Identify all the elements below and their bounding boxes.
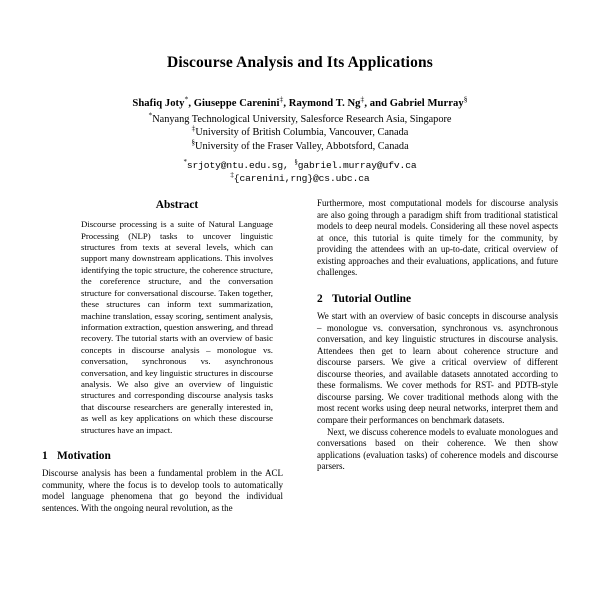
section-1-title: Motivation [57, 449, 111, 462]
affiliation-1 [0, 110, 600, 127]
email-line-2 [0, 172, 600, 186]
email-address-3[interactable]: {carenini,rng}@cs.ubc.ca [233, 173, 370, 185]
email-address-2[interactable]: gabriel.murray@ufv.ca [297, 159, 417, 171]
section-2-paragraph-1: We start with an overview of basic concepts in discourse analysis – monologue vs. conversation, synchronous vs. asynchronous conversation, and key linguistic structures in discourse analysis. Attendees then get to learn about coherence structure and discourse parsers. We give a critical overview of different discourse theories, and available datasets annotated according to these formalisms. We cover methods for RST- and PDTB-style discourse parsing. We cover traditional methods along with the most recent works using deep neural networks, interpret them and compare their performances on benchmark datasets. [317, 311, 558, 425]
section-2-paragraph-2: Next, we discuss coherence models to evaluate monologues and conversations based on their coherence. We then show applications (evaluation tasks) of coherence models and discourse parsers. [317, 426, 558, 472]
abstract-section [81, 198, 273, 436]
author-marker-1: * [184, 94, 189, 104]
section-spacer-right [317, 279, 558, 292]
email-marker-1a: * [183, 158, 187, 166]
affiliation-marker-1: * [148, 110, 153, 120]
email-list [0, 159, 600, 186]
email-address-1[interactable]: srjoty@ntu.edu.sg, [186, 159, 289, 171]
author-marker-3: ‡ [360, 94, 365, 104]
author-name-2: Giuseppe Carenini [193, 97, 280, 109]
section-motivation [42, 449, 283, 514]
author-name-3: Raymond T. Ng [288, 97, 361, 109]
title-block [0, 0, 600, 186]
section-2-number: 2 [317, 292, 323, 305]
author-list: Shafiq Joty*, Giuseppe Carenini‡, Raymond T. Ng‡, and Gabriel Murray§ [132, 94, 468, 109]
affiliation-text-2: University of British Columbia, Vancouver, Canada [195, 127, 409, 139]
author-marker-2: ‡ [279, 94, 284, 104]
email-marker-1b: § [294, 158, 298, 166]
abstract-heading: Abstract [155, 199, 199, 211]
continued-paragraph: Furthermore, most computational models for discourse analysis are also going through a paradigm shift from traditional statistical models to deep neural models. Considering all these novel aspects at once, this tutorial is quite timely for the community, by providing the attendees with an up-to-date, critical overview of existing approaches and their evaluations, applications, and future challenges. [317, 198, 558, 278]
affiliation-list [0, 110, 600, 154]
section-tutorial-outline [317, 292, 558, 473]
section-1-number: 1 [42, 449, 48, 462]
author-marker-4: § [463, 94, 468, 104]
section-1-heading [42, 449, 283, 463]
affiliation-text-3: University of the Fraser Valley, Abbotsford, Canada [195, 140, 409, 152]
section-spacer [42, 436, 283, 449]
author-name-1: Shafiq Joty [132, 97, 185, 109]
affiliation-2 [0, 123, 600, 140]
section-2-heading [317, 292, 558, 306]
two-column-body [0, 198, 600, 514]
left-column [42, 198, 283, 514]
abstract-paragraph: Discourse processing is a suite of Natural Language Processing (NLP) tasks to uncover linguistic structures from texts at several levels, which can support many downstream applications. This involves identifying the topic structure, the coherence structure, the coreference structure, and the conversation structure for conversational discourse. Taken together, these structures can inform text summarization, machine translation, essay scoring, sentiment analysis, information extraction, question answering, and thread recovery. The tutorial starts with an overview of basic concepts in discourse analysis – monologue vs. conversation, synchronous vs. asynchronous conversation, and key linguistic structures in discourse analysis. We also give an overview of linguistic structures and corresponding discourse analysis tasks that discourse researchers are generally interested in, as well as key applications on which these discourse structures have an impact. [81, 219, 273, 435]
affiliation-3 [0, 137, 600, 154]
page-title: Discourse Analysis and Its Applications [167, 54, 433, 71]
right-column [317, 198, 558, 514]
section-1-paragraph-1: Discourse analysis has been a fundamental problem in the ACL community, where the focus is to develop tools to automatically model language phenomena that go beyond the individual sentences. With the ongoing neural revolution, as the [42, 468, 283, 513]
affiliation-marker-2: ‡ [191, 123, 196, 133]
email-line-1 [0, 159, 600, 173]
email-marker-2a: ‡ [230, 171, 234, 179]
affiliation-marker-3: § [191, 137, 196, 147]
section-2-title: Tutorial Outline [332, 292, 412, 305]
affiliation-text-1: Nanyang Technological University, Salesforce Research Asia, Singapore [152, 113, 452, 125]
author-name-4: Gabriel Murray [389, 97, 464, 109]
